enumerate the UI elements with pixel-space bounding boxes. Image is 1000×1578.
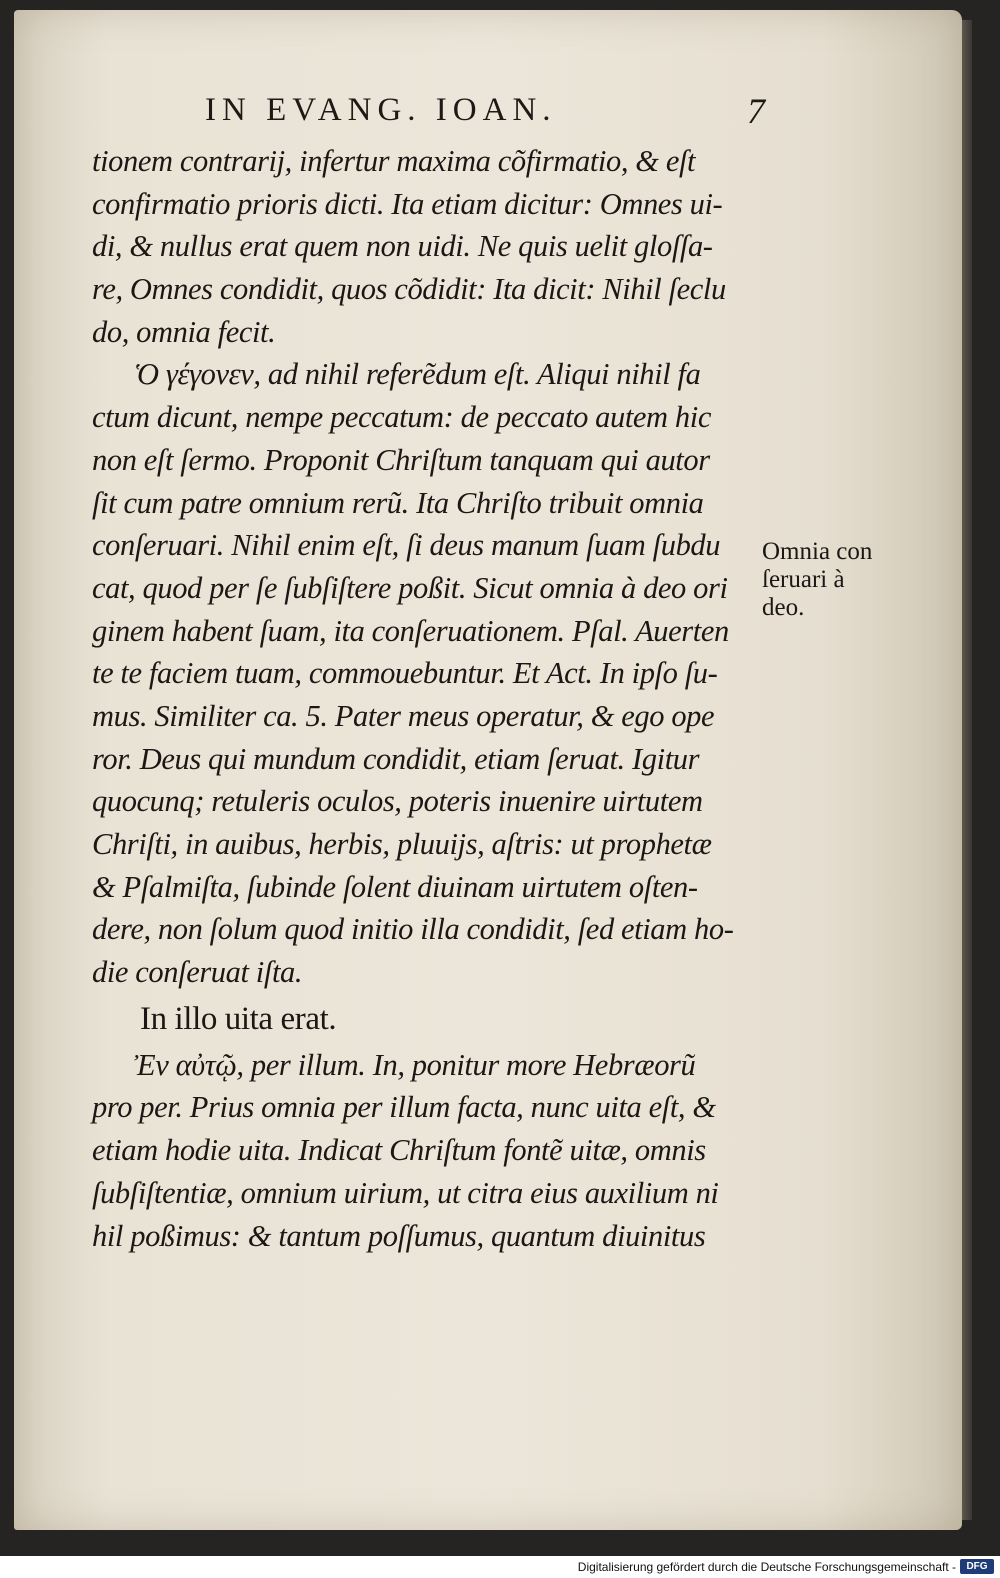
text-line: quocunq; retuleris oculos, poteris inuenire uirtutem xyxy=(92,784,703,819)
text-line: dere, non ſolum quod initio illa condidit, ſed etiam ho- xyxy=(92,912,734,947)
text-line: Ἐν αὐτῷ, per illum. In, ponitur more Hebræorũ xyxy=(134,1047,696,1082)
text-line: Ὁ γέγονεν, ad nihil referẽdum eſt. Aliqui nihil fa xyxy=(134,357,701,392)
footer-bar xyxy=(0,1556,1000,1578)
text-line: etiam hodie uita. Indicat Chriſtum fontẽ uitæ, omnis xyxy=(92,1133,706,1168)
text-line: di, & nullus erat quem non uidi. Ne quis uelit gloſſa- xyxy=(92,229,713,264)
marginal-note-line: Omnia con xyxy=(762,538,873,565)
page-number: 7 xyxy=(747,91,765,131)
funding-credit: Digitalisierung gefördert durch die Deutsche Forschungsgemeinschaft - xyxy=(577,1560,956,1574)
text-line: & Pſalmiſta, ſubinde ſolent diuinam uirtutem oſten- xyxy=(92,869,698,904)
running-title: IN EVANG. IOAN. xyxy=(205,92,557,128)
marginal-note-line: deo. xyxy=(762,594,805,621)
dfg-logo: DFG xyxy=(960,1559,994,1574)
text-line: re, Omnes condidit, quos cõdidit: Ita dicit: Nihil ſeclu xyxy=(92,272,726,307)
text-line: pro per. Prius omnia per illum facta, nunc uita eſt, & xyxy=(92,1090,716,1125)
text-line: hil poßimus: & tantum poſſumus, quantum diuinitus xyxy=(92,1218,706,1253)
marginal-note xyxy=(762,538,912,622)
text-line: cat, quod per ſe ſubſiſtere poßit. Sicut omnia à deo ori xyxy=(92,570,728,605)
text-line: Chriſti, in auibus, herbis, pluuijs, aſtris: ut prophetæ xyxy=(92,827,712,861)
text-line: tionem contrarij, infertur maxima cõfirmatio, & eſt xyxy=(92,144,696,178)
text-line: ctum dicunt, nempe peccatum: de peccato autem hic xyxy=(92,400,711,435)
text-line: conſeruari. Nihil enim eſt, ſi deus manum ſuam ſubdu xyxy=(92,528,721,563)
section-heading: In illo uita erat. xyxy=(140,1000,337,1037)
text-line: non eſt ſermo. Proponit Chriſtum tanquam qui autor xyxy=(92,442,710,477)
text-line: do, omnia fecit. xyxy=(92,314,276,349)
main-text-block xyxy=(92,140,762,1257)
marginal-note-line: ſeruari à xyxy=(762,566,845,593)
page-header xyxy=(205,92,765,136)
text-line: mus. Similiter ca. 5. Pater meus operatur, & ego ope xyxy=(92,698,715,733)
text-line: confirmatio prioris dicti. Ita etiam dicitur: Omnes ui- xyxy=(92,186,723,221)
text-line: die conſeruat iſta. xyxy=(92,955,303,990)
text-line: ror. Deus qui mundum condidit, etiam ſeruat. Igitur xyxy=(92,741,700,776)
text-line: ginem habent ſuam, ita conſeruationem. Pſal. Auerten xyxy=(92,613,729,648)
text-line: te te faciem tuam, commouebuntur. Et Act. In ipſo ſu- xyxy=(92,656,718,691)
text-line: ſubſiſtentiæ, omnium uirium, ut citra eius auxilium ni xyxy=(92,1175,719,1210)
text-line: ſit cum patre omnium rerũ. Ita Chriſto tribuit omnia xyxy=(92,485,704,520)
